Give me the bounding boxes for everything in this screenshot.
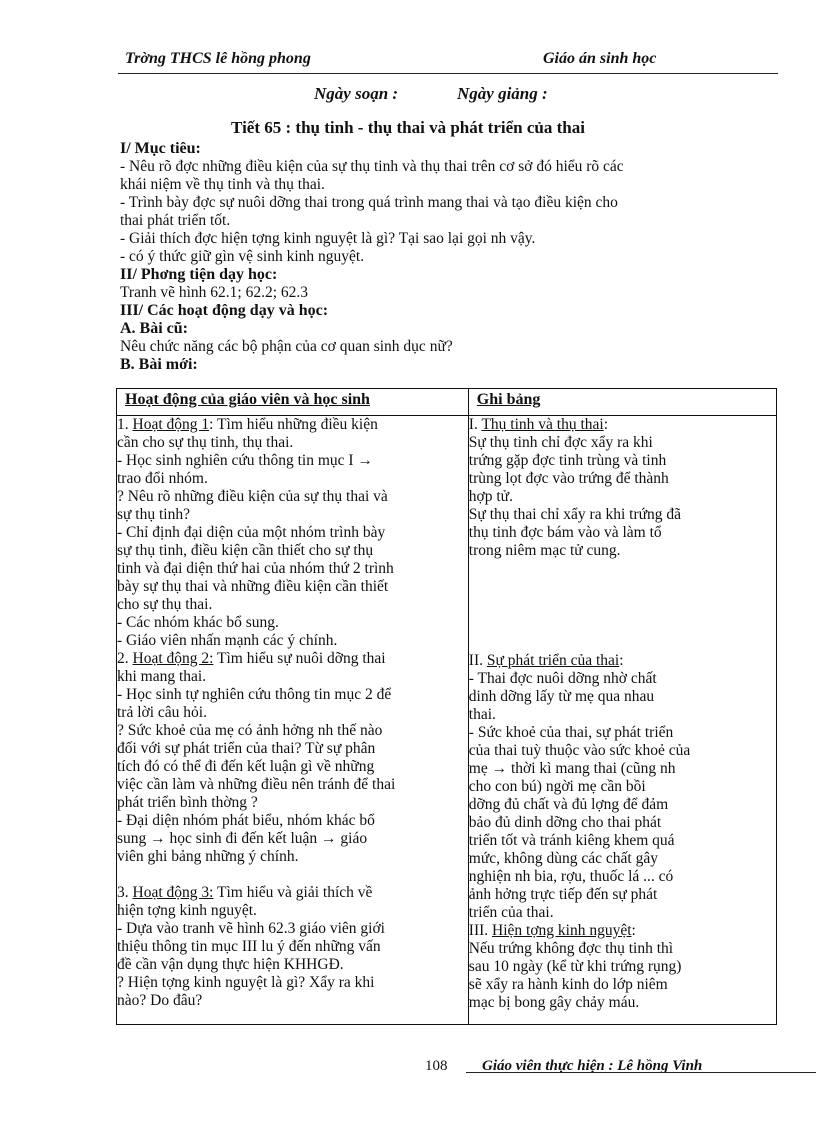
text-line: phát triển bình thờng ? [117,794,258,811]
lesson-table [116,388,777,1025]
page-number: 108 [425,1058,448,1074]
text-line: - Dựa vào tranh vẽ hình 62.3 giáo viên giới [117,920,385,937]
text-line: khi mang thai. [117,668,207,685]
text-line: thai. [468,706,496,723]
objective-line: - Giải thích đợc hiện tợng kinh nguyệt là gì? Tại sao lại gọi nh vậy. [120,230,536,247]
subsection-new-lesson: B. Bài mới: [120,356,198,373]
text-line: triển tốt và tránh kiêng khem quá [468,832,675,849]
text-line: tích đó có thể đi đến kết luận gì về những [117,758,375,775]
table-header-row [117,389,777,416]
board-cell [468,416,776,1025]
text-line: của thai tuỳ thuộc vào sức khoẻ của [468,742,691,759]
objective-line: - Trình bày đợc sự nuôi dỡng thai trong quá trình mang thai và tạo điều kiện cho [120,194,618,211]
text-line: thụ tinh đợc bám vào và làm tổ [468,524,662,541]
text-line: thiệu thông tin mục III lu ý đến những vấn [117,938,381,955]
text-line: trao đổi nhóm. [117,470,208,487]
text-line: bày sự thụ thai và những điều kiện cần thiết [117,578,389,595]
old-lesson-question: Nêu chức năng các bộ phận của cơ quan sinh dục nữ? [120,338,453,355]
text-line: sự thụ tinh? [117,506,190,523]
text-line: đối với sự phát triển của thai? Từ sự phân [117,740,376,757]
text-line: sung → học sinh đi đến kết luận → giáo [117,830,368,847]
text-line: sẽ xẩy ra hành kinh do lớp niêm [468,976,668,993]
text-line: cho con bú) ngời mẹ cần bồi [468,778,646,795]
text-line: cần cho sự thụ tinh, thụ thai. [117,434,294,451]
objective-line: - có ý thức giữ gìn vệ sinh kinh nguyệt. [120,248,365,265]
text-line: dỡng đủ chất và đủ lợng để đảm [468,796,669,813]
text-line: - Sức khoẻ của thai, sự phát triển [468,724,674,741]
activities-cell [117,416,469,1025]
text-line: - Thai đợc nuôi dỡng nhờ chất [468,670,657,687]
subsection-old-lesson: A. Bài cũ: [120,320,188,337]
text-line: hợp tử. [468,488,513,505]
col-header-activities: Hoạt động của giáo viên và học sinh [117,389,469,416]
objective-line: khái niệm về thụ tinh và thụ thai. [120,176,325,193]
date-prepared: Ngày soạn : [314,84,399,103]
board-heading: II. Sự phát triển của thai: [468,652,624,669]
lesson-intro [120,140,760,374]
board-heading: I. Thụ tinh và thụ thai: [468,416,609,433]
text-line: ? Hiện tợng kinh nguyệt là gì? Xẩy ra khi [117,974,375,991]
text-line: - Chỉ định đại diện của một nhóm trình bày [117,524,386,541]
board-heading: III. Hiện tợng kinh nguyệt: [468,922,636,939]
text-line: triển của thai. [468,904,554,921]
text-line: ảnh hởng trực tiếp đến sự phát [468,886,658,903]
text-line: sau 10 ngày (kể từ khi trứng rụng) [468,958,682,975]
footer-rule [466,1072,816,1073]
activity-heading: 3. Hoạt động 3: Tìm hiểu và giải thích về [117,884,373,901]
text-line: bảo đủ dinh dỡng cho thai phát [468,814,662,831]
text-line: dinh dỡng lấy từ mẹ qua nhau [468,688,655,705]
text-line: sự thụ tinh, điều kiện cần thiết cho sự thụ [117,542,374,559]
text-line: Nếu trứng không đợc thụ tinh thì [468,940,674,957]
lesson-title: Tiết 65 : thụ tinh - thụ thai và phát triển của thai [231,118,585,137]
text-line: trả lời câu hỏi. [117,704,207,721]
text-line: nghiện nh bia, rợu, thuốc lá ... có [468,868,674,885]
text-line: viên ghi bảng những ý chính. [117,848,299,865]
activity-heading: 2. Hoạt động 2: Tìm hiểu sự nuôi dỡng thai [117,650,386,667]
text-line: tinh và đại diện thứ hai của nhóm thứ 2 trình [117,560,394,577]
table-row [117,416,777,1025]
text-line: hiện tợng kinh nguyệt. [117,902,257,919]
text-line: cho sự thụ thai. [117,596,213,613]
text-line: - Giáo viên nhấn mạnh các ý chính. [117,632,338,649]
text-line: nào? Do đâu? [117,992,203,1009]
header-school: Trờng THCS lê hồng phong [125,50,311,67]
text-line: đề cần vận dụng thực hiện KHHGĐ. [117,956,344,973]
section-objectives: I/ Mục tiêu: [120,140,201,157]
text-line: Sự thụ tinh chỉ đợc xẩy ra khi [468,434,653,451]
text-line: Sự thụ thai chỉ xẩy ra khi trứng đã [468,506,682,523]
text-line: trứng gặp đợc tinh trùng và tinh [468,452,667,469]
text-line: mạc bị bong gây chảy máu. [468,994,640,1011]
header-rule [118,73,778,74]
text-line: - Học sinh nghiên cứu thông tin mục I → [117,452,373,469]
footer-teacher: Giáo viên thực hiện : Lê hồng Vinh [482,1058,703,1074]
text-line: - Các nhóm khác bổ sung. [117,614,279,631]
text-line: việc cần làm và những điều nên tránh để thai [117,776,396,793]
text-line: mức, không dùng các chất gây [468,850,658,867]
section-means: II/ Phơng tiện dạy học: [120,266,278,283]
objective-line: - Nêu rõ đợc những điều kiện của sự thụ tinh và thụ thai trên cơ sở đó hiểu rõ các [120,158,624,175]
text-line: mẹ → thời kì mang thai (cũng nh [468,760,676,777]
text-line: trùng lọt đợc vào trứng để thành [468,470,669,487]
text-line: ? Sức khoẻ của mẹ có ảnh hởng nh thế nào [117,722,383,739]
section-activities: III/ Các hoạt động dạy và học: [120,302,329,319]
text-line: trong niêm mạc tử cung. [468,542,621,559]
header-subject: Giáo án sinh học [543,50,657,67]
activity-heading: 1. Hoạt động 1: Tìm hiểu những điều kiện [117,416,378,433]
objective-line: thai phát triển tốt. [120,212,231,229]
date-taught: Ngày giảng : [457,84,548,103]
means-line: Tranh vẽ hình 62.1; 62.2; 62.3 [120,284,309,301]
text-line: - Đại diện nhóm phát biểu, nhóm khác bổ [117,812,375,829]
text-line: ? Nêu rõ những điều kiện của sự thụ thai và [117,488,388,505]
text-line: - Học sinh tự nghiên cứu thông tin mục 2 để [117,686,392,703]
col-header-board: Ghi bảng [468,389,776,416]
